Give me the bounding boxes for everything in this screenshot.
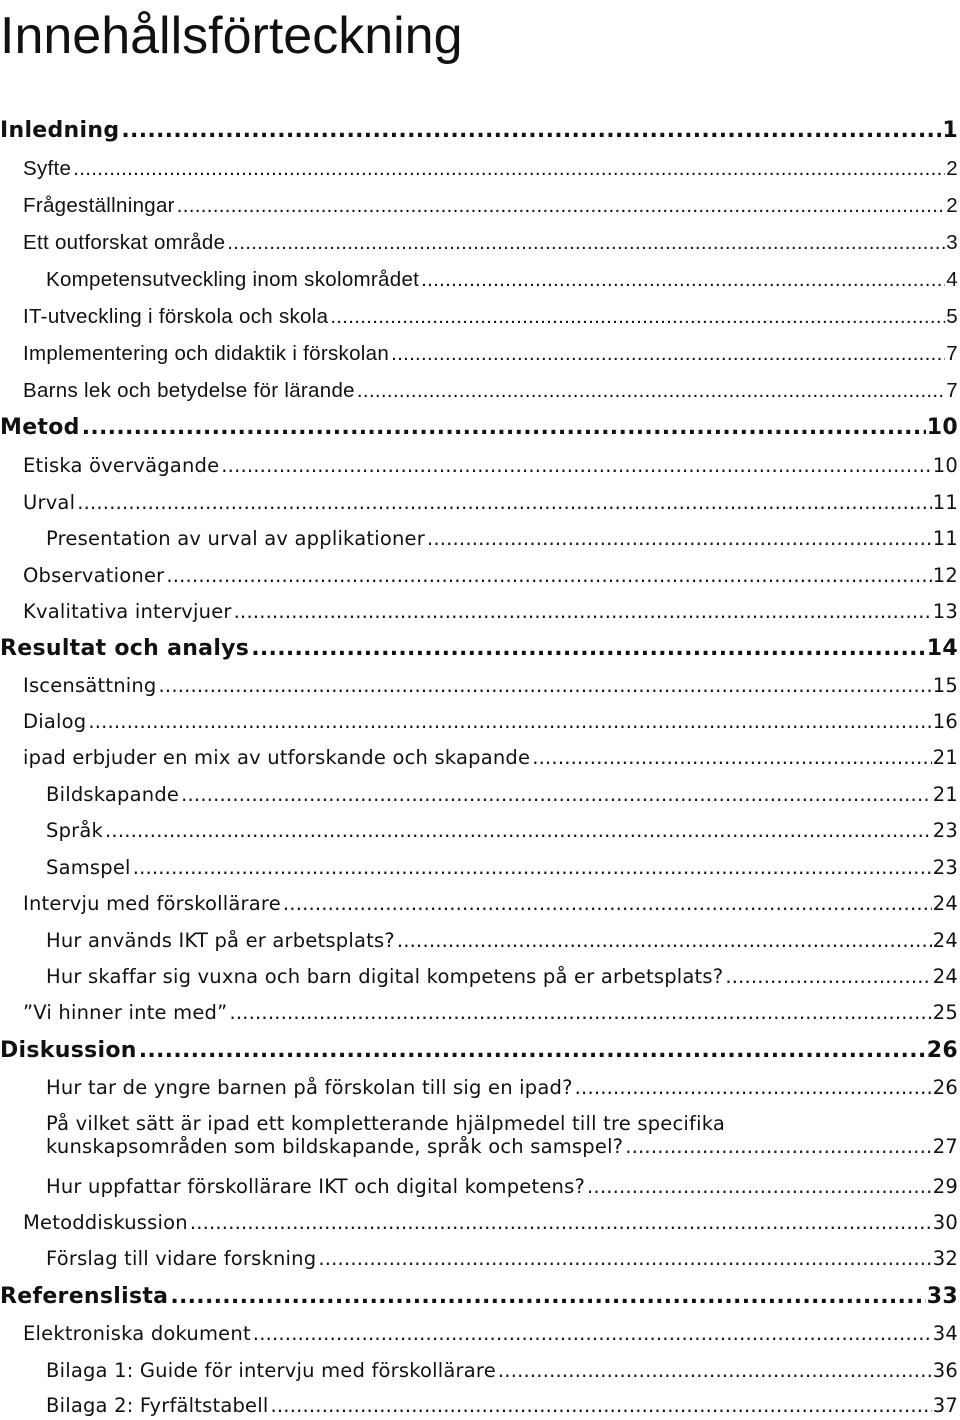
- toc-entry-title: Bilaga 1: Guide för intervju med förskollärare: [46, 1359, 496, 1382]
- toc-dot-leader: [271, 1394, 932, 1417]
- toc-entry-page: 30: [932, 1211, 958, 1234]
- toc-entry-presentation-av-urval[interactable]: [46, 527, 958, 550]
- toc-entry-bildskapande[interactable]: [46, 783, 958, 806]
- toc-entry-it-utveckling[interactable]: [23, 305, 958, 329]
- toc-entry-kompetensutveckling[interactable]: [46, 268, 958, 292]
- toc-entry-pa-vilket-satt[interactable]: [46, 1112, 958, 1158]
- toc-entry-hur-tar-de-yngre-barnen[interactable]: [46, 1076, 958, 1099]
- toc-entry-vi-hinner-inte-med[interactable]: [23, 1001, 958, 1024]
- toc-entry-page: 4: [946, 268, 958, 291]
- toc-dot-leader: [159, 674, 932, 697]
- toc-entry-title: Inledning: [0, 118, 120, 143]
- toc-dot-leader: [227, 231, 945, 255]
- toc-entry-title: Etiska övervägande: [23, 454, 220, 477]
- toc-entry-implementering[interactable]: [23, 342, 958, 366]
- toc-entry-forslag-till-vidare-forskning[interactable]: [46, 1247, 958, 1270]
- toc-entry-page: 23: [932, 819, 958, 842]
- toc-entry-hur-anvands-ikt[interactable]: [46, 929, 958, 952]
- toc-dot-leader: [82, 415, 926, 440]
- toc-entry-iscensattning[interactable]: [23, 674, 958, 697]
- toc-entry-title: Kompetensutveckling inom skolområdet: [46, 268, 420, 291]
- toc-entry-title: Språk: [46, 819, 104, 842]
- toc-dot-leader: [177, 194, 946, 218]
- toc-dot-leader: [283, 892, 932, 915]
- toc-entry-ipad-erbjuder[interactable]: [23, 746, 958, 769]
- toc-entry-title: ipad erbjuder en mix av utforskande och skapande: [23, 746, 531, 769]
- toc-entry-title: Resultat och analys: [0, 636, 250, 661]
- page-title: Innehållsförteckning: [0, 7, 463, 65]
- toc-entry-title: Frågeställningar: [23, 194, 175, 217]
- toc-dot-leader: [725, 965, 931, 988]
- toc-dot-leader: [190, 1211, 932, 1234]
- toc-dot-leader: [181, 783, 932, 806]
- toc-dot-leader: [330, 305, 945, 329]
- toc-entry-title: Observationer: [23, 564, 165, 587]
- toc-dot-leader: [587, 1175, 932, 1198]
- toc-entry-title: ”Vi hinner inte med”: [23, 1001, 228, 1024]
- toc-dot-leader: [221, 454, 932, 477]
- toc-entry-page: 16: [932, 710, 958, 733]
- toc-dot-leader: [234, 600, 932, 623]
- toc-entry-title: Implementering och didaktik i förskolan: [23, 342, 390, 365]
- toc-entry-title: Hur tar de yngre barnen på förskolan till sig en ipad?: [46, 1076, 573, 1099]
- toc-entry-bilaga-2[interactable]: [46, 1394, 958, 1417]
- toc-entry-page: 10: [926, 415, 958, 440]
- toc-entry-title: Presentation av urval av applikationer: [46, 527, 425, 550]
- toc-dot-leader: [166, 564, 931, 587]
- toc-entry-page: 1: [942, 118, 958, 143]
- toc-entry-syfte[interactable]: [23, 157, 958, 181]
- toc-entry-page: 5: [946, 305, 958, 328]
- toc-entry-page: 11: [932, 527, 958, 550]
- toc-dot-leader: [318, 1247, 931, 1270]
- toc-entry-etiska-overvagande[interactable]: [23, 454, 958, 477]
- toc-entry-hur-skaffar-sig[interactable]: [46, 965, 958, 988]
- toc-entry-page: 21: [932, 746, 958, 769]
- toc-entry-metod[interactable]: [0, 415, 958, 440]
- toc-entry-urval[interactable]: [23, 491, 958, 514]
- toc-entry-title: Samspel: [46, 856, 131, 879]
- toc-entry-page: 14: [926, 636, 958, 661]
- toc-entry-diskussion[interactable]: [0, 1038, 958, 1063]
- toc-dot-leader: [575, 1076, 932, 1099]
- toc-entry-page: 13: [932, 600, 958, 623]
- toc-entry-page: 37: [932, 1394, 958, 1417]
- toc-entry-title: Elektroniska dokument: [23, 1322, 251, 1345]
- toc-entry-title: Hur skaffar sig vuxna och barn digital kompetens på er arbetsplats?: [46, 965, 724, 988]
- toc-entry-elektroniska-dokument[interactable]: [23, 1322, 958, 1345]
- toc-dot-leader: [391, 342, 945, 366]
- toc-entry-hur-uppfattar[interactable]: [46, 1175, 958, 1198]
- toc-entry-title: Metoddiskussion: [23, 1211, 188, 1234]
- toc-entry-samspel[interactable]: [46, 856, 958, 879]
- toc-entry-title: Referenslista: [0, 1284, 169, 1309]
- toc-entry-page: 2: [946, 194, 958, 217]
- toc-entry-page: 26: [932, 1076, 958, 1099]
- toc-dot-leader: [121, 118, 941, 143]
- toc-entry-page: 2: [946, 157, 958, 180]
- toc-dot-leader: [133, 856, 932, 879]
- toc-entry-page: 26: [926, 1038, 958, 1063]
- toc-entry-page: 15: [932, 674, 958, 697]
- toc-entry-page: 29: [932, 1175, 958, 1198]
- toc-dot-leader: [532, 746, 932, 769]
- toc-entry-title-line2: kunskapsområden som bildskapande, språk och samspel?: [46, 1135, 624, 1158]
- toc-entry-page: 12: [932, 564, 958, 587]
- toc-entry-title: Hur uppfattar förskollärare IKT och digital kompetens?: [46, 1175, 586, 1198]
- toc-entry-metoddiskussion[interactable]: [23, 1211, 958, 1234]
- toc-dot-leader: [625, 1135, 932, 1158]
- toc-entry-title: Dialog: [23, 710, 87, 733]
- toc-dot-leader: [498, 1359, 932, 1382]
- toc-entry-title: Kvalitativa intervjuer: [23, 600, 232, 623]
- toc-entry-title: Barns lek och betydelse för lärande: [23, 379, 355, 402]
- toc-entry-sprak[interactable]: [46, 819, 958, 842]
- toc-dot-leader: [251, 636, 926, 661]
- toc-entry-page: 24: [932, 892, 958, 915]
- toc-entry-resultat-och-analys[interactable]: [0, 636, 958, 661]
- toc-entry-title: Urval: [23, 491, 76, 514]
- toc-entry-page: 3: [946, 231, 958, 254]
- toc-entry-page: 10: [932, 454, 958, 477]
- toc-entry-page: 33: [926, 1284, 958, 1309]
- toc-entry-bilaga-1[interactable]: [46, 1359, 958, 1382]
- toc-dot-leader: [397, 929, 932, 952]
- toc-entry-inledning[interactable]: [0, 118, 958, 143]
- toc-entry-title: Metod: [0, 415, 80, 440]
- toc-entry-observationer[interactable]: [23, 564, 958, 587]
- toc-dot-leader: [139, 1038, 926, 1063]
- toc-entry-intervju-med-forskollarare[interactable]: [23, 892, 958, 915]
- toc-dot-leader: [253, 1322, 932, 1345]
- toc-dot-leader: [105, 819, 932, 842]
- toc-entry-ett-outforskat-omrade[interactable]: [23, 231, 958, 255]
- toc-dot-leader: [357, 379, 945, 403]
- toc-entry-page: 34: [932, 1322, 958, 1345]
- toc-dot-leader: [73, 157, 945, 181]
- toc-entry-title: Intervju med förskollärare: [23, 892, 281, 915]
- toc-entry-second-line: [46, 1135, 958, 1158]
- toc-entry-referenslista[interactable]: [0, 1284, 958, 1309]
- toc-dot-leader: [421, 268, 945, 292]
- toc-entry-page: 27: [932, 1135, 958, 1158]
- toc-entry-title: Syfte: [23, 157, 72, 180]
- toc-dot-leader: [427, 527, 932, 550]
- toc-dot-leader: [88, 710, 931, 733]
- toc-entry-page: 24: [932, 965, 958, 988]
- toc-entry-page: 25: [932, 1001, 958, 1024]
- toc-entry-title: Bildskapande: [46, 783, 180, 806]
- toc-entry-page: 23: [932, 856, 958, 879]
- toc-dot-leader: [170, 1284, 925, 1309]
- toc-entry-page: 7: [946, 379, 958, 402]
- toc-entry-title-line1: På vilket sätt är ipad ett kompletterande hjälpmedel till tre specifika: [46, 1112, 726, 1135]
- toc-entry-page: 36: [932, 1359, 958, 1382]
- toc-entry-title: IT-utveckling i förskola och skola: [23, 305, 329, 328]
- toc-entry-title: Bilaga 2: Fyrfältstabell: [46, 1394, 269, 1417]
- toc-entry-barns-lek[interactable]: [23, 379, 958, 403]
- toc-entry-dialog[interactable]: [23, 710, 958, 733]
- toc-dot-leader: [77, 491, 932, 514]
- toc-entry-page: 7: [946, 342, 958, 365]
- toc-entry-page: 32: [932, 1247, 958, 1270]
- toc-entry-fragestallningar[interactable]: [23, 194, 958, 218]
- toc-entry-page: 24: [932, 929, 958, 952]
- toc-entry-kvalitativa-intervjuer[interactable]: [23, 600, 958, 623]
- toc-entry-title: Ett outforskat område: [23, 231, 226, 254]
- toc-entry-title: Förslag till vidare forskning: [46, 1247, 317, 1270]
- toc-entry-page: 21: [932, 783, 958, 806]
- toc-entry-title: Diskussion: [0, 1038, 137, 1063]
- toc-entry-page: 11: [932, 491, 958, 514]
- toc-entry-title: Iscensättning: [23, 674, 157, 697]
- toc-entry-title: Hur används IKT på er arbetsplats?: [46, 929, 395, 952]
- toc-dot-leader: [229, 1001, 931, 1024]
